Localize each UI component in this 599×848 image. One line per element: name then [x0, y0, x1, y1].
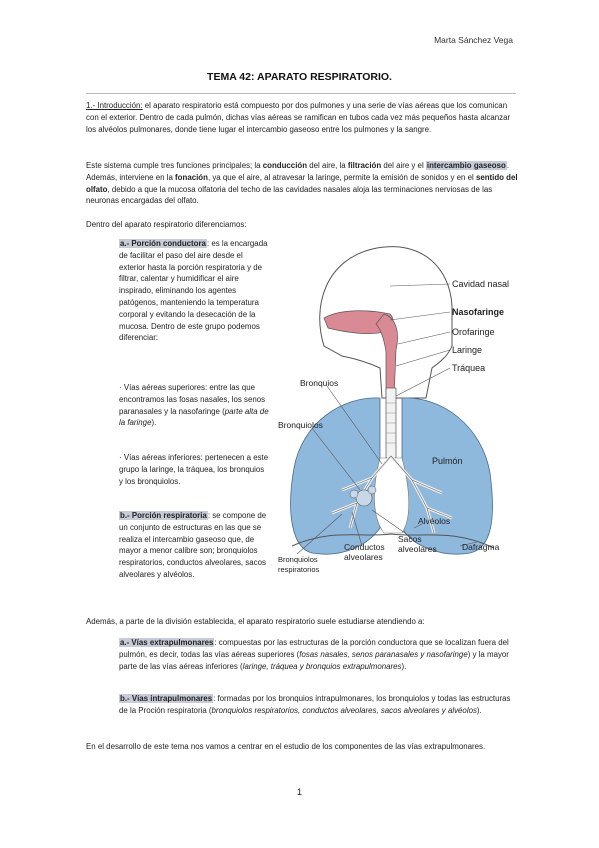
label-sacos-2: alveolares: [398, 544, 437, 554]
extrapulmonares-paragraph: [119, 637, 517, 672]
intra-text: : formadas por los bronquios intrapulmonares, los bronquiolos y todas las estructuras de la Proción respiratoria (: [119, 694, 511, 715]
closing-paragraph: En el desarrollo de este tema nos vamos a centrar en el estudio de los componentes de las vías extrapulmonares.: [86, 742, 486, 751]
extra-text: : compuestas por las estructuras de la porción conductora que se localizan fuera del pulmón, es decir, todas las vías aéreas superiores (: [119, 638, 509, 659]
inferiores-paragraph: · Vías aéreas inferiores: pertenecen a este grupo la laringe, la tráquea, los bronquios y los bronquiolos.: [119, 453, 269, 486]
functions-text: , ya que el aire, al atravesar la laringe, permite la emisión de sonidos y en el: [207, 172, 476, 182]
label-pulmon: Pulmón: [432, 456, 463, 466]
within-paragraph: Dentro del aparato respiratorio diferenciamos:: [86, 220, 247, 229]
intra-label: b.- Vías intrapulmonares: [120, 694, 213, 703]
functions-text: del aire y el: [381, 161, 426, 170]
page-number: 1: [296, 787, 302, 797]
label-cavidad-nasal: Cavidad nasal: [452, 279, 510, 289]
label-laringe: Laringe: [452, 345, 483, 355]
intra-italic: bronquiolos respiratorios, conductos alveolares, sacos alveolares y alvéolos: [211, 705, 477, 715]
label-bronquiolos: Bronquiolos: [278, 420, 323, 430]
superiores-paragraph: [119, 382, 269, 429]
conductora-text: : es la encargada de facilitar el paso del aire desde el exterior hasta la porción respiratoria y de filtrar, calentar y humidificar el aire inspirado, eliminando los agentes patógenos, manteniendo la temperatura corporal y evitando la desecación de la mucosa. Dentro de este grupo podemos diferenciar:: [119, 239, 268, 343]
intro-heading: 1.- Introducción:: [86, 101, 143, 110]
keyword-intercambio: intercambio gaseoso: [426, 161, 506, 170]
intra-text: ).: [476, 705, 482, 715]
intrapulmonares-paragraph: [119, 693, 517, 717]
extra-label: a.- Vías extrapulmonares: [120, 638, 214, 647]
functions-text: Este sistema cumple tres funciones principales; la: [86, 161, 263, 170]
respiratoria-text: : se compone de un conjunto de estructuras en las que se realiza el intercambio gaseoso que, de mayor a menor calibre son; bronquiolos respiratorios, conductos alveolares, sacos alveolares y alvéolos.: [119, 511, 267, 579]
conductora-paragraph: [119, 238, 269, 344]
respiratoria-paragraph: [119, 510, 269, 581]
extra-italic: fosas nasales, senos paranasales y nasofaringe: [299, 649, 468, 659]
author-name: Marta Sánchez Vega: [434, 35, 513, 45]
keyword-filtracion: filtración: [347, 161, 382, 170]
pharynx-shape: [376, 314, 398, 398]
label-traquea: Tráquea: [452, 363, 486, 373]
superiores-italic: parte alta de la faringe: [119, 406, 269, 428]
right-lung: [402, 398, 493, 554]
functions-text: del aire, la: [307, 161, 348, 170]
label-bronq-resp-2: respiratorios: [278, 565, 320, 574]
extra-text: ).: [401, 661, 407, 671]
functions-paragraph: [86, 160, 518, 207]
conductora-label: a.- Porción conductora: [120, 239, 206, 248]
division-paragraph: Además, a parte de la división establecida, el aparato respiratorio suele estudiarse atendiendo a:: [86, 617, 425, 626]
label-sacos-1: Sacos: [398, 534, 422, 544]
label-conductos-1: Conductos: [344, 542, 385, 552]
functions-text: , debido a que la mucosa olfatoria del techo de las cavidades nasales aloja las terminaciones nerviosas de las neuronas encargadas del olfato.: [86, 184, 493, 206]
label-nasofaringe: Nasofaringe: [452, 307, 505, 317]
intro-text: el aparato respiratorio está compuesto por dos pulmones y una serie de vías aéreas que los comunican con el exterior. Dentro de cada pulmón, dichas vías aéreas se ramifican en tubos cada vez más pequeños hasta alcanzar los alvéolos pulmonares, donde tiene lugar el intercambio gaseoso entre los pulmones y la sangre.: [86, 101, 511, 134]
page-title: TEMA 42: APARATO RESPIRATORIO.: [207, 71, 392, 83]
label-orofaringe: Orofaringe: [452, 327, 495, 337]
label-conductos-2: alveolares: [344, 552, 383, 562]
label-diafragma: Dafragma: [462, 542, 500, 552]
superiores-text: · Vías aéreas superiores: entre las que encontramos las fosas nasales, los senos paranasales y la nasofaringe (: [119, 383, 266, 416]
respiratoria-label: b.- Porción respiratoria: [120, 511, 207, 520]
functions-text: . Además, interviene en la: [86, 161, 510, 182]
label-alveolos: Alvéolos: [418, 516, 451, 526]
label-bronq-resp-1: Bronquiolos: [278, 555, 318, 564]
respiratory-system-figure: [272, 228, 518, 588]
extra-italic: laringe, tráquea y bronquios extrapulmonares: [242, 661, 402, 671]
keyword-fonacion: fonación: [175, 172, 208, 182]
superiores-end: ).: [151, 418, 157, 428]
extra-text: ) y la mayor parte de las vías aéreas inferiores (: [119, 649, 509, 671]
keyword-olfato: sentido del olfato: [86, 172, 518, 194]
title-divider: [86, 93, 516, 94]
keyword-conduccion: conducción: [262, 161, 308, 170]
label-bronquios: Bronquios: [300, 378, 339, 388]
intro-paragraph: [86, 100, 518, 135]
